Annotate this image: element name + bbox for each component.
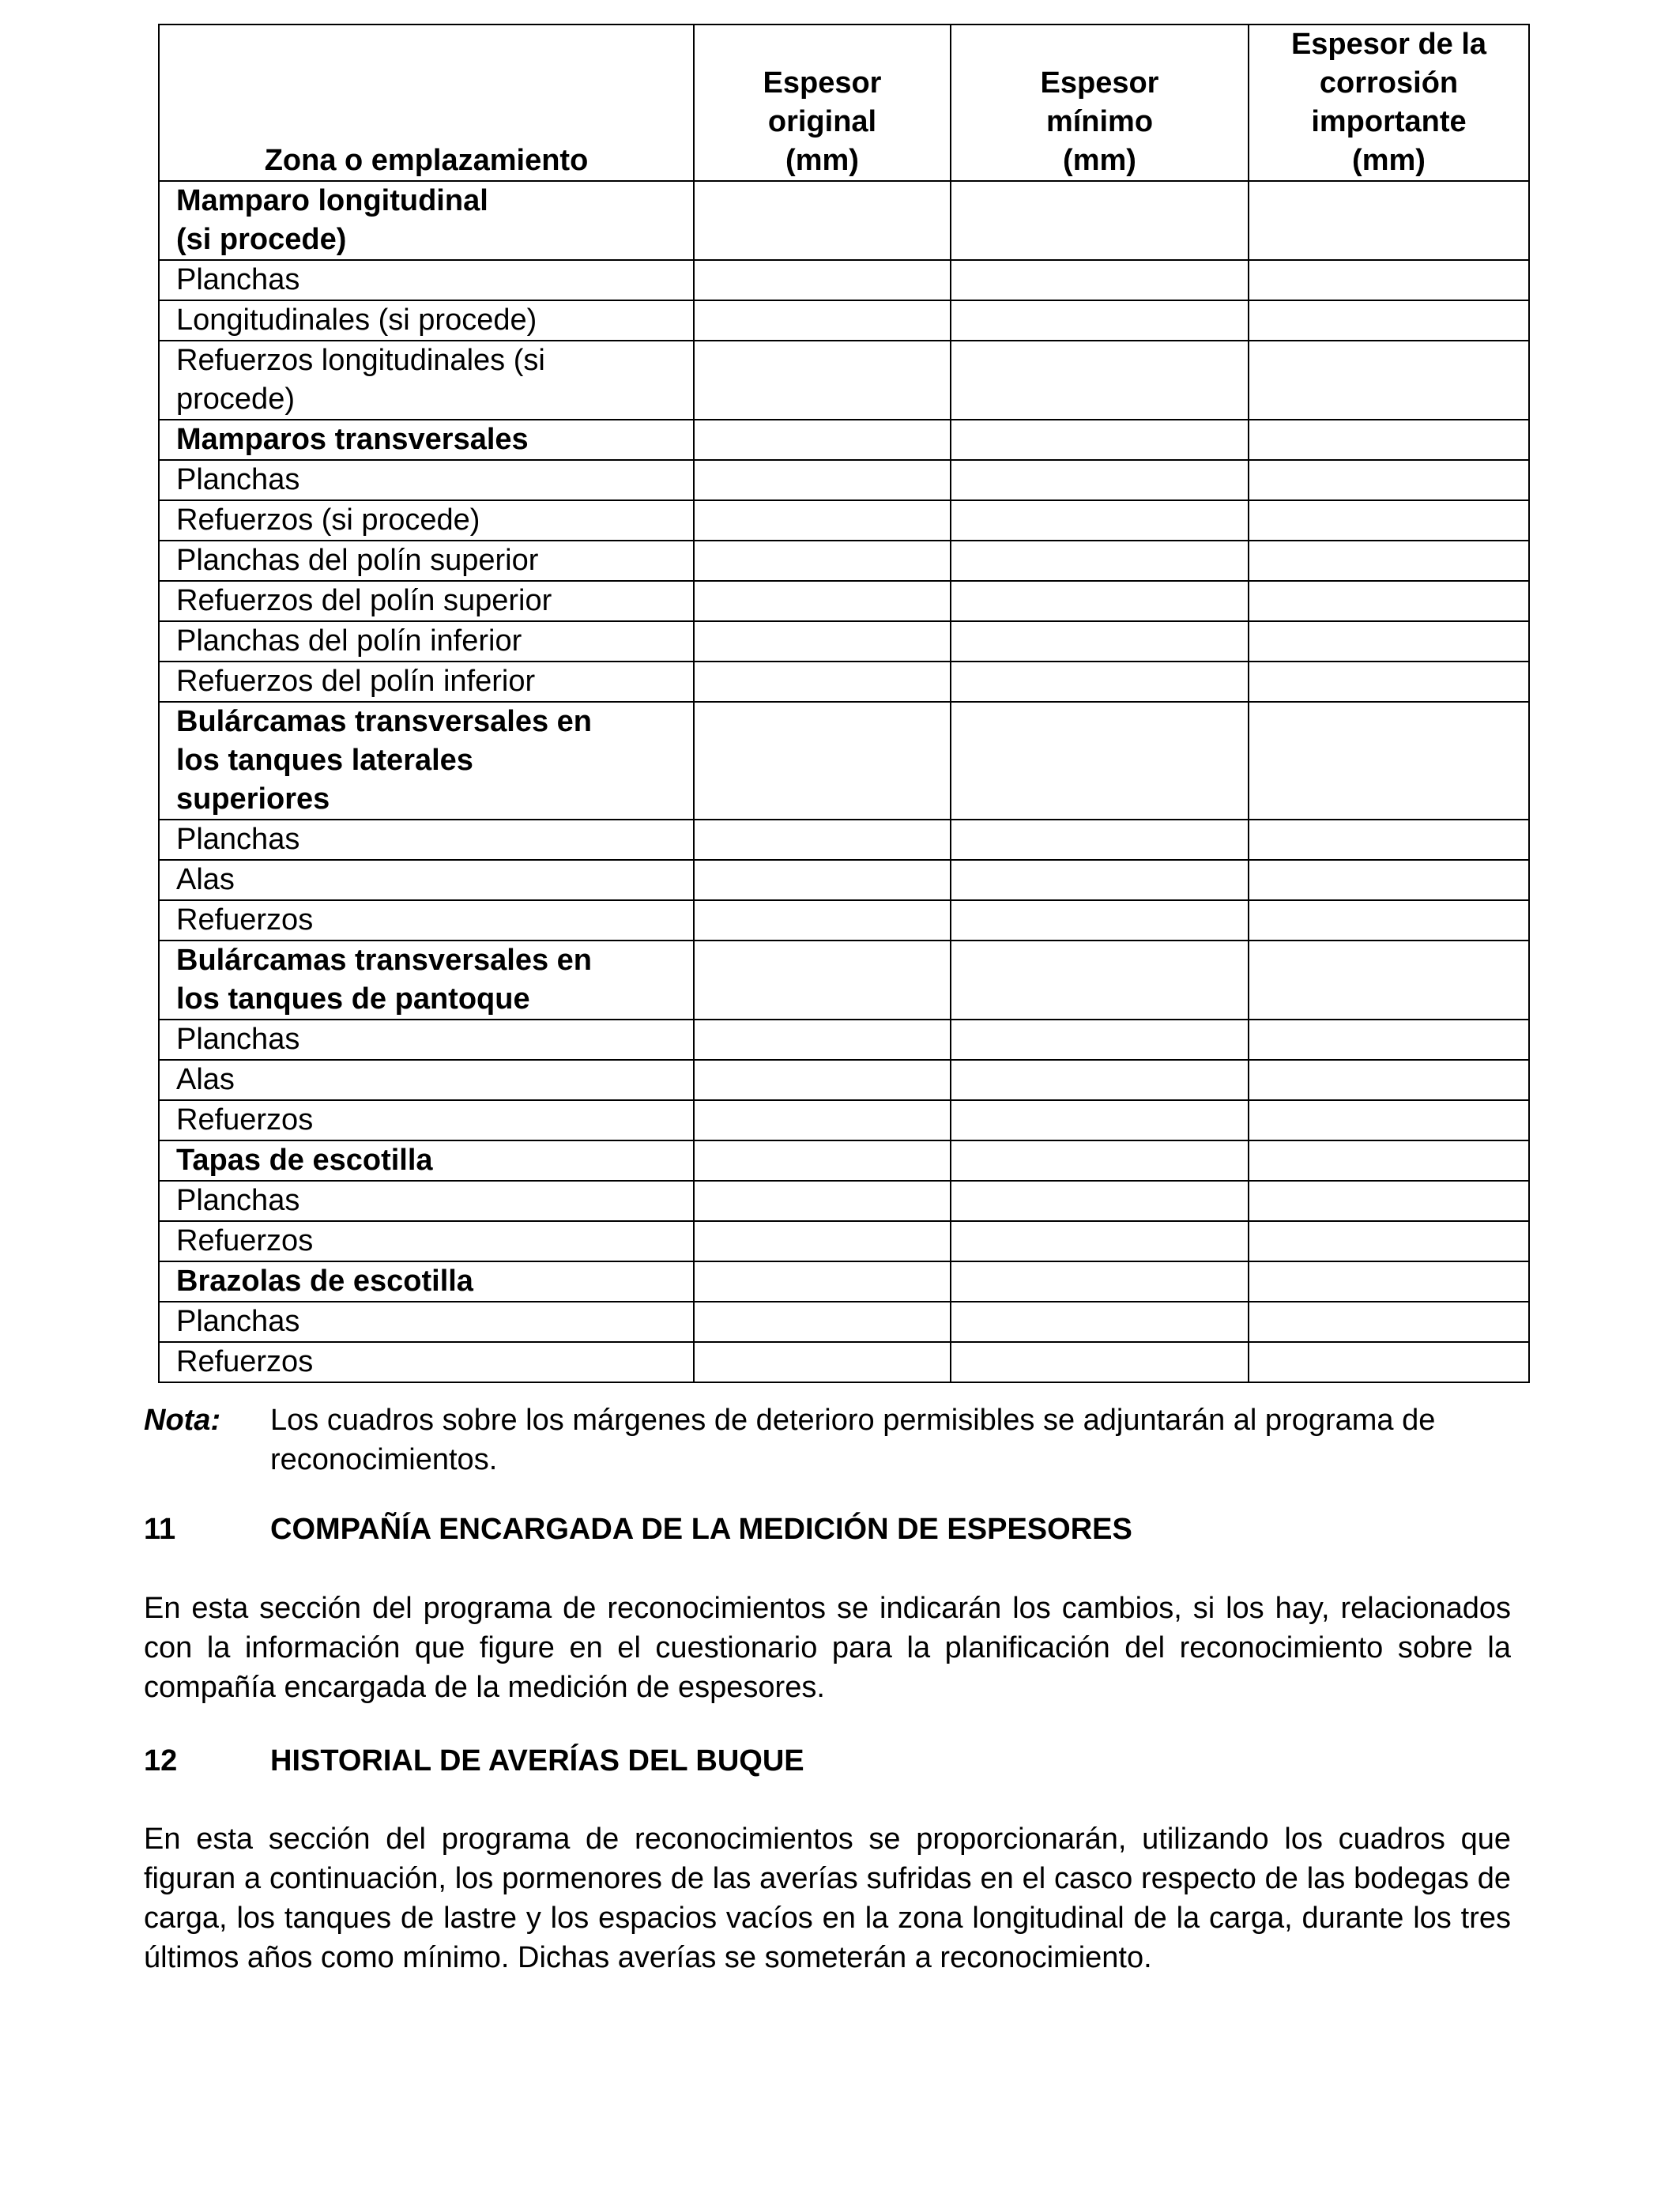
zone-cell — [159, 581, 694, 621]
zone-cell — [159, 460, 694, 500]
corrosion-thickness-cell — [1249, 420, 1529, 460]
original-thickness-cell — [694, 420, 951, 460]
zone-cell — [159, 260, 694, 300]
zone-label: Alas — [176, 1063, 235, 1096]
zone-cell — [159, 662, 694, 702]
minimum-thickness-cell — [951, 1261, 1249, 1302]
zone-label: Refuerzos — [176, 1103, 314, 1137]
table-row — [159, 702, 1529, 820]
corrosion-thickness-cell — [1249, 1221, 1529, 1261]
original-thickness-cell — [694, 260, 951, 300]
original-thickness-cell — [694, 621, 951, 662]
zone-label: Planchas — [176, 1305, 300, 1338]
minimum-thickness-cell — [951, 1302, 1249, 1342]
header-minimum-line: (mm) — [1063, 144, 1136, 177]
table-row — [159, 1302, 1529, 1342]
header-corrosion-line: Espesor de la — [1290, 28, 1487, 61]
table-row — [159, 621, 1529, 662]
table-row — [159, 500, 1529, 541]
header-minimum-line: Espesor — [1040, 66, 1159, 100]
zone-cell — [159, 1181, 694, 1221]
minimum-thickness-cell — [951, 1060, 1249, 1100]
header-corrosion-line: corrosión — [1319, 66, 1459, 100]
corrosion-thickness-cell — [1249, 500, 1529, 541]
section-11-paragraph: En esta sección del programa de reconocimientos se indicarán los cambios, si los hay, relacionados con la información que figure en el cuestionario para la planificación del reconocimiento sobre la compañía encargada de la medición de espesores. — [144, 1592, 1511, 1704]
original-thickness-cell — [694, 1221, 951, 1261]
corrosion-thickness-cell — [1249, 341, 1529, 420]
zone-label: los tanques de pantoque — [176, 982, 530, 1016]
zone-cell — [159, 420, 694, 460]
corrosion-thickness-cell — [1249, 1100, 1529, 1140]
table-row — [159, 1261, 1529, 1302]
table-row — [159, 820, 1529, 860]
zone-cell — [159, 820, 694, 860]
section-11-number: 11 — [144, 1513, 176, 1546]
corrosion-thickness-cell — [1249, 702, 1529, 820]
original-thickness-cell — [694, 500, 951, 541]
section-11-heading — [144, 1510, 1511, 1549]
minimum-thickness-cell — [951, 1020, 1249, 1060]
note-text: Los cuadros sobre los márgenes de deterioro permisibles se adjuntarán al programa de reconocimientos. — [270, 1404, 1436, 1476]
minimum-thickness-cell — [951, 581, 1249, 621]
zone-label: Mamparos transversales — [176, 423, 529, 456]
original-thickness-cell — [694, 300, 951, 341]
table-row — [159, 260, 1529, 300]
section-12-number: 12 — [144, 1744, 178, 1777]
table-row — [159, 181, 1529, 260]
original-thickness-cell — [694, 541, 951, 581]
zone-cell — [159, 341, 694, 420]
table-row — [159, 662, 1529, 702]
zone-label: Bulárcamas transversales en — [176, 705, 592, 738]
zone-label: Planchas — [176, 463, 300, 496]
corrosion-thickness-cell — [1249, 820, 1529, 860]
minimum-thickness-cell — [951, 1100, 1249, 1140]
original-thickness-cell — [694, 941, 951, 1020]
minimum-thickness-cell — [951, 260, 1249, 300]
minimum-thickness-cell — [951, 500, 1249, 541]
zone-cell — [159, 1140, 694, 1181]
zone-label: Planchas — [176, 1184, 300, 1217]
original-thickness-cell — [694, 702, 951, 820]
header-zone-label: Zona o emplazamiento — [264, 144, 589, 177]
header-original-line: original — [767, 105, 877, 138]
zone-cell — [159, 702, 694, 820]
minimum-thickness-cell — [951, 420, 1249, 460]
zone-cell — [159, 1261, 694, 1302]
corrosion-thickness-cell — [1249, 621, 1529, 662]
thickness-measurement-table — [158, 24, 1530, 1383]
original-thickness-cell — [694, 581, 951, 621]
original-thickness-cell — [694, 860, 951, 900]
zone-cell — [159, 541, 694, 581]
zone-label: Refuerzos del polín inferior — [176, 665, 536, 698]
zone-label: Alas — [176, 863, 235, 896]
header-substantial-corrosion — [1249, 25, 1529, 181]
table-row — [159, 1020, 1529, 1060]
table-row — [159, 1060, 1529, 1100]
table-body — [159, 181, 1529, 1382]
minimum-thickness-cell — [951, 860, 1249, 900]
minimum-thickness-cell — [951, 460, 1249, 500]
zone-label: Refuerzos longitudinales (si — [176, 344, 545, 377]
original-thickness-cell — [694, 900, 951, 941]
original-thickness-cell — [694, 1342, 951, 1382]
table-row — [159, 420, 1529, 460]
zone-label: superiores — [176, 782, 330, 816]
corrosion-thickness-cell — [1249, 1181, 1529, 1221]
corrosion-thickness-cell — [1249, 1261, 1529, 1302]
minimum-thickness-cell — [951, 662, 1249, 702]
minimum-thickness-cell — [951, 621, 1249, 662]
table-row — [159, 1181, 1529, 1221]
minimum-thickness-cell — [951, 1342, 1249, 1382]
header-original-line: Espesor — [763, 66, 882, 100]
zone-cell — [159, 300, 694, 341]
zone-cell — [159, 1100, 694, 1140]
table-row — [159, 1100, 1529, 1140]
table-row — [159, 581, 1529, 621]
zone-cell — [159, 1020, 694, 1060]
section-12-paragraph: En esta sección del programa de reconocimientos se proporcionarán, utilizando los cuadros que figuran a continuación, los pormenores de las averías sufridas en el casco respecto de las bodegas de carga, los tanques de lastre y los espacios vacíos en la zona longitudinal de la carga, durante los tres últimos años como mínimo. Dichas averías se someterán a reconocimiento. — [144, 1823, 1511, 1974]
original-thickness-cell — [694, 820, 951, 860]
zone-label: Tapas de escotilla — [176, 1144, 433, 1177]
corrosion-thickness-cell — [1249, 181, 1529, 260]
table-row — [159, 541, 1529, 581]
zone-cell — [159, 860, 694, 900]
table-row — [159, 941, 1529, 1020]
corrosion-thickness-cell — [1249, 1060, 1529, 1100]
zone-cell — [159, 900, 694, 941]
original-thickness-cell — [694, 662, 951, 702]
minimum-thickness-cell — [951, 341, 1249, 420]
header-zone — [159, 25, 694, 181]
original-thickness-cell — [694, 1020, 951, 1060]
minimum-thickness-cell — [951, 1140, 1249, 1181]
minimum-thickness-cell — [951, 900, 1249, 941]
original-thickness-cell — [694, 1140, 951, 1181]
corrosion-thickness-cell — [1249, 860, 1529, 900]
zone-cell — [159, 1302, 694, 1342]
table-row — [159, 1221, 1529, 1261]
original-thickness-cell — [694, 181, 951, 260]
header-minimum-thickness — [951, 25, 1249, 181]
section-12-heading — [144, 1741, 1511, 1781]
corrosion-thickness-cell — [1249, 260, 1529, 300]
zone-label: Planchas del polín superior — [176, 544, 539, 577]
zone-label: Refuerzos — [176, 1345, 314, 1378]
zone-cell — [159, 941, 694, 1020]
zone-cell — [159, 1221, 694, 1261]
corrosion-thickness-cell — [1249, 941, 1529, 1020]
table-row — [159, 300, 1529, 341]
table-row — [159, 1140, 1529, 1181]
minimum-thickness-cell — [951, 541, 1249, 581]
zone-label: los tanques laterales — [176, 744, 473, 777]
zone-label: Planchas — [176, 1023, 300, 1056]
corrosion-thickness-cell — [1249, 581, 1529, 621]
original-thickness-cell — [694, 1261, 951, 1302]
original-thickness-cell — [694, 341, 951, 420]
original-thickness-cell — [694, 460, 951, 500]
zone-label: Bulárcamas transversales en — [176, 944, 592, 977]
table-row — [159, 900, 1529, 941]
zone-cell — [159, 500, 694, 541]
minimum-thickness-cell — [951, 300, 1249, 341]
minimum-thickness-cell — [951, 181, 1249, 260]
corrosion-thickness-cell — [1249, 541, 1529, 581]
section-12-title: HISTORIAL DE AVERÍAS DEL BUQUE — [270, 1744, 804, 1777]
zone-label: Planchas — [176, 823, 300, 856]
zone-cell — [159, 621, 694, 662]
zone-cell — [159, 1342, 694, 1382]
zone-label: Brazolas de escotilla — [176, 1265, 473, 1298]
header-original-line: (mm) — [785, 144, 859, 177]
minimum-thickness-cell — [951, 702, 1249, 820]
zone-label: Planchas del polín inferior — [176, 624, 522, 658]
corrosion-thickness-cell — [1249, 1342, 1529, 1382]
zone-cell — [159, 1060, 694, 1100]
zone-label: Refuerzos del polín superior — [176, 584, 552, 617]
zone-label: (si procede) — [176, 223, 347, 256]
zone-label: Planchas — [176, 263, 300, 296]
section-11-title: COMPAÑÍA ENCARGADA DE LA MEDICIÓN DE ESPESORES — [270, 1513, 1132, 1546]
note-label: Nota: — [144, 1404, 221, 1437]
corrosion-thickness-cell — [1249, 300, 1529, 341]
minimum-thickness-cell — [951, 820, 1249, 860]
table-row — [159, 1342, 1529, 1382]
corrosion-thickness-cell — [1249, 460, 1529, 500]
zone-label: Longitudinales (si procede) — [176, 303, 537, 337]
header-corrosion-line: importante — [1311, 105, 1467, 138]
corrosion-thickness-cell — [1249, 662, 1529, 702]
header-minimum-line: mínimo — [1045, 105, 1154, 138]
minimum-thickness-cell — [951, 1181, 1249, 1221]
corrosion-thickness-cell — [1249, 900, 1529, 941]
zone-label: Refuerzos (si procede) — [176, 503, 480, 537]
table-row — [159, 460, 1529, 500]
header-original-thickness — [694, 25, 951, 181]
zone-label: Refuerzos — [176, 903, 314, 937]
original-thickness-cell — [694, 1181, 951, 1221]
original-thickness-cell — [694, 1060, 951, 1100]
zone-label: procede) — [176, 383, 295, 416]
original-thickness-cell — [694, 1302, 951, 1342]
corrosion-thickness-cell — [1249, 1140, 1529, 1181]
original-thickness-cell — [694, 1100, 951, 1140]
minimum-thickness-cell — [951, 941, 1249, 1020]
corrosion-thickness-cell — [1249, 1020, 1529, 1060]
table-row — [159, 341, 1529, 420]
minimum-thickness-cell — [951, 1221, 1249, 1261]
zone-cell — [159, 181, 694, 260]
zone-label: Refuerzos — [176, 1224, 314, 1257]
header-corrosion-line: (mm) — [1352, 144, 1426, 177]
table-row — [159, 860, 1529, 900]
corrosion-thickness-cell — [1249, 1302, 1529, 1342]
table-header-row — [159, 25, 1529, 181]
zone-label: Mamparo longitudinal — [176, 184, 488, 217]
